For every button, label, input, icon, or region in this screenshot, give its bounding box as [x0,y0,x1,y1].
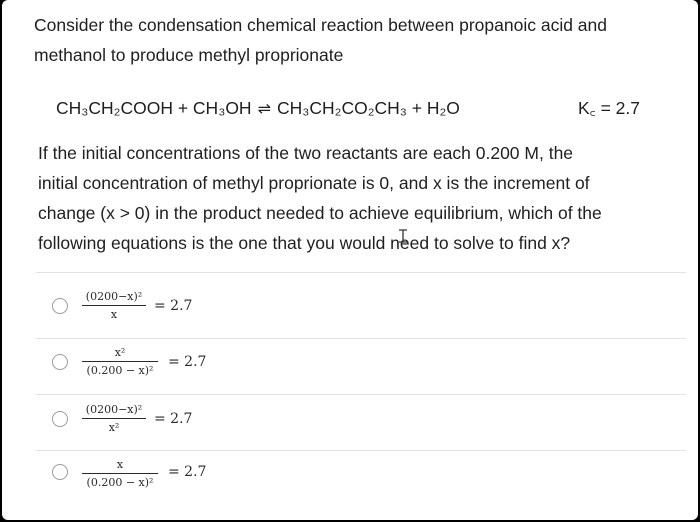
body-line-1: If the initial concentrations of the two reactants are each 0.200 M, the [38,143,574,163]
radio-button-3[interactable] [52,411,68,427]
reaction-reactants: CH₃CH₂COOH + CH₃OH [56,98,252,118]
option-2-numerator: x² [114,346,126,359]
radio-button-4[interactable] [52,464,68,480]
option-1-denominator: x [110,308,118,321]
divider [36,394,686,395]
question-intro [34,10,684,70]
divider [36,450,686,451]
option-3-equals: = 2.7 [154,411,193,427]
fraction-bar [82,361,158,362]
answer-option-3[interactable] [40,403,680,457]
option-3-fraction [82,403,146,434]
option-4-numerator: x [116,458,124,471]
question-line-1: Consider the condensation chemical reaction between propanoic acid and [34,15,608,35]
question-card [2,0,698,520]
reaction-products: CH₃CH₂CO₂CH₃ + H₂O [276,98,460,118]
option-1-fraction [82,290,146,321]
text-cursor-icon [398,229,408,243]
body-line-2: initial concentration of methyl proprionate is 0, and x is the increment of [38,173,590,193]
radio-button-1[interactable] [52,298,68,314]
answer-option-4[interactable] [40,458,680,512]
option-4-fraction [82,458,158,489]
divider [36,338,686,339]
option-4-denominator: (0.200 − x)² [86,476,154,489]
option-2-equals: = 2.7 [168,354,207,370]
option-4-equals: = 2.7 [168,464,207,480]
option-1-numerator: (0200−x)² [85,290,143,303]
fraction-bar [82,418,146,419]
divider [36,272,686,273]
fraction-bar [82,473,158,474]
radio-button-2[interactable] [52,354,68,370]
option-2-denominator: (0.200 − x)² [86,364,154,377]
fraction-bar [82,305,146,306]
option-3-denominator: x² [108,421,120,434]
question-body [38,138,678,258]
answer-option-2[interactable] [40,346,680,400]
body-line-4: following equations is the one that you would need to solve to find x? [38,233,571,253]
answer-option-1[interactable] [40,290,680,344]
equilibrium-arrow-icon: ⇌ [257,101,271,118]
reaction-equation [56,96,676,122]
option-3-numerator: (0200−x)² [85,403,143,416]
option-2-fraction [82,346,158,377]
option-1-equals: = 2.7 [154,298,193,314]
question-line-2: methanol to produce methyl proprionate [34,45,344,65]
equilibrium-constant: K꜀ = 2.7 [578,98,640,118]
body-line-3: change (x > 0) in the product needed to achieve equilibrium, which of the [38,203,602,223]
